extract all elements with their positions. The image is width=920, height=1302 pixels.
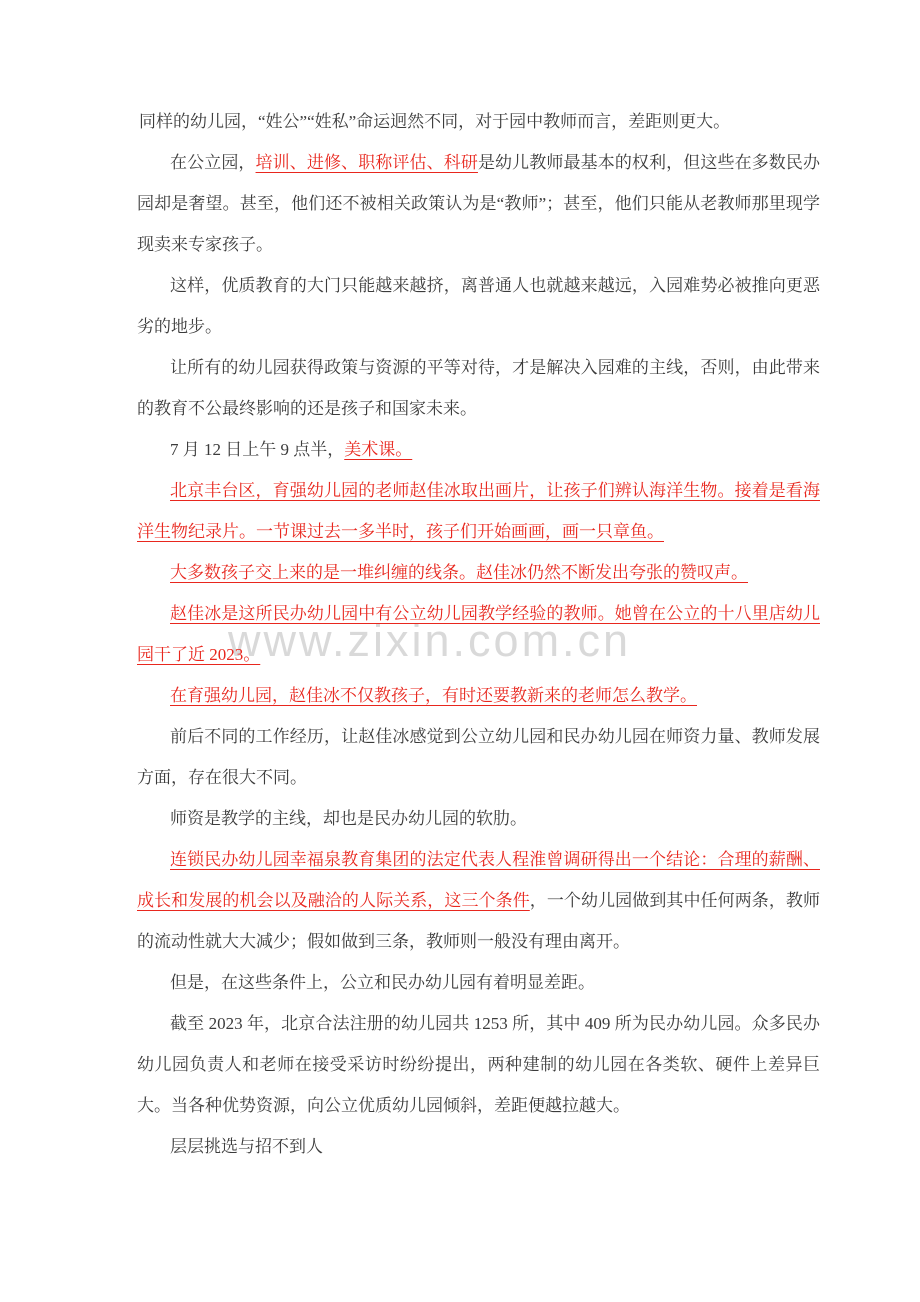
paragraph (137, 470, 820, 552)
paragraph (137, 675, 820, 716)
text-segment: 7 月 12 日上午 9 点半， (170, 440, 345, 459)
paragraph (137, 142, 820, 265)
paragraph (137, 101, 820, 142)
revision-text-segment: 赵佳冰是这所民办幼儿园中有公立幼儿园教学经验的教师。她曾在公立的十八里店幼儿园干了近 2023。 (137, 604, 820, 664)
text-segment: 同样的幼儿园，“姓公”“姓私”命运迥然不同，对于园中教师而言，差距则更大。 (139, 112, 731, 131)
text-segment: 是幼儿教师最基本的权利，但这些在多数民办园却是奢望。甚至，他们还不被相关政策认为是“教师”；甚至，他们只能从老教师那里现学现卖来专家孩子。 (137, 153, 821, 254)
paragraph (137, 716, 820, 798)
revision-text-segment: 北京丰台区，育强幼儿园的老师赵佳冰取出画片，让孩子们辨认海洋生物。接着是看海洋生物纪录片。一节课过去一多半时，孩子们开始画画，画一只章鱼。 (137, 481, 820, 541)
text-segment: 但是，在这些条件上，公立和民办幼儿园有着明显差距。 (170, 973, 595, 992)
paragraph (137, 265, 820, 347)
revision-text-segment: 大多数孩子交上来的是一堆纠缠的线条。赵佳冰仍然不断发出夸张的赞叹声。 (170, 563, 748, 582)
paragraph (137, 839, 820, 962)
text-segment: ，一个幼儿园做到其中任何两条，教师的流动性就大大减少；假如做到三条，教师则一般没有理由离开。 (137, 891, 821, 951)
paragraph (137, 798, 820, 839)
paragraph (137, 552, 820, 593)
text-segment: 让所有的幼儿园获得政策与资源的平等对待，才是解决入园难的主线，否则，由此带来的教育不公最终影响的还是孩子和国家未来。 (137, 358, 820, 418)
text-segment: 这样，优质教育的大门只能越来越挤，离普通人也就越来越远，入园难势必被推向更恶劣的地步。 (137, 276, 820, 336)
revision-text-segment: 培训、进修、职称评估、科研 (255, 153, 478, 172)
paragraph (137, 1003, 820, 1126)
paragraph (137, 429, 820, 470)
watermark: www.zixin.com.cn (228, 615, 632, 666)
text-segment: 层层挑选与招不到人 (170, 1137, 323, 1156)
paragraph (137, 962, 820, 1003)
revision-text-segment: 连锁民办幼儿园幸福泉教育集团的法定代表人程淮曾调研得出一个结论：合理的薪酬、成长和发展的机会以及融洽的人际关系，这三个条件 (137, 850, 820, 910)
paragraph (137, 347, 820, 429)
text-segment: 在公立园， (170, 153, 256, 172)
text-segment: 前后不同的工作经历，让赵佳冰感觉到公立幼儿园和民办幼儿园在师资力量、教师发展方面，存在很大不同。 (137, 727, 820, 787)
paragraph (137, 593, 820, 675)
paragraph (137, 1126, 820, 1167)
document-body (137, 101, 820, 1167)
text-segment: 师资是教学的主线，却也是民办幼儿园的软肋。 (170, 809, 527, 828)
revision-text-segment: 美术课。 (344, 440, 413, 459)
text-segment: 截至 2023 年，北京合法注册的幼儿园共 1253 所，其中 409 所为民办幼儿园。众多民办幼儿园负责人和老师在接受采访时纷纷提出，两种建制的幼儿园在各类软、硬件上差异巨大。当各种优势资源，向公立优质幼儿园倾斜，差距便越拉越大。 (137, 1014, 820, 1115)
revision-text-segment: 在育强幼儿园，赵佳冰不仅教孩子，有时还要教新来的老师怎么教学。 (170, 686, 697, 705)
